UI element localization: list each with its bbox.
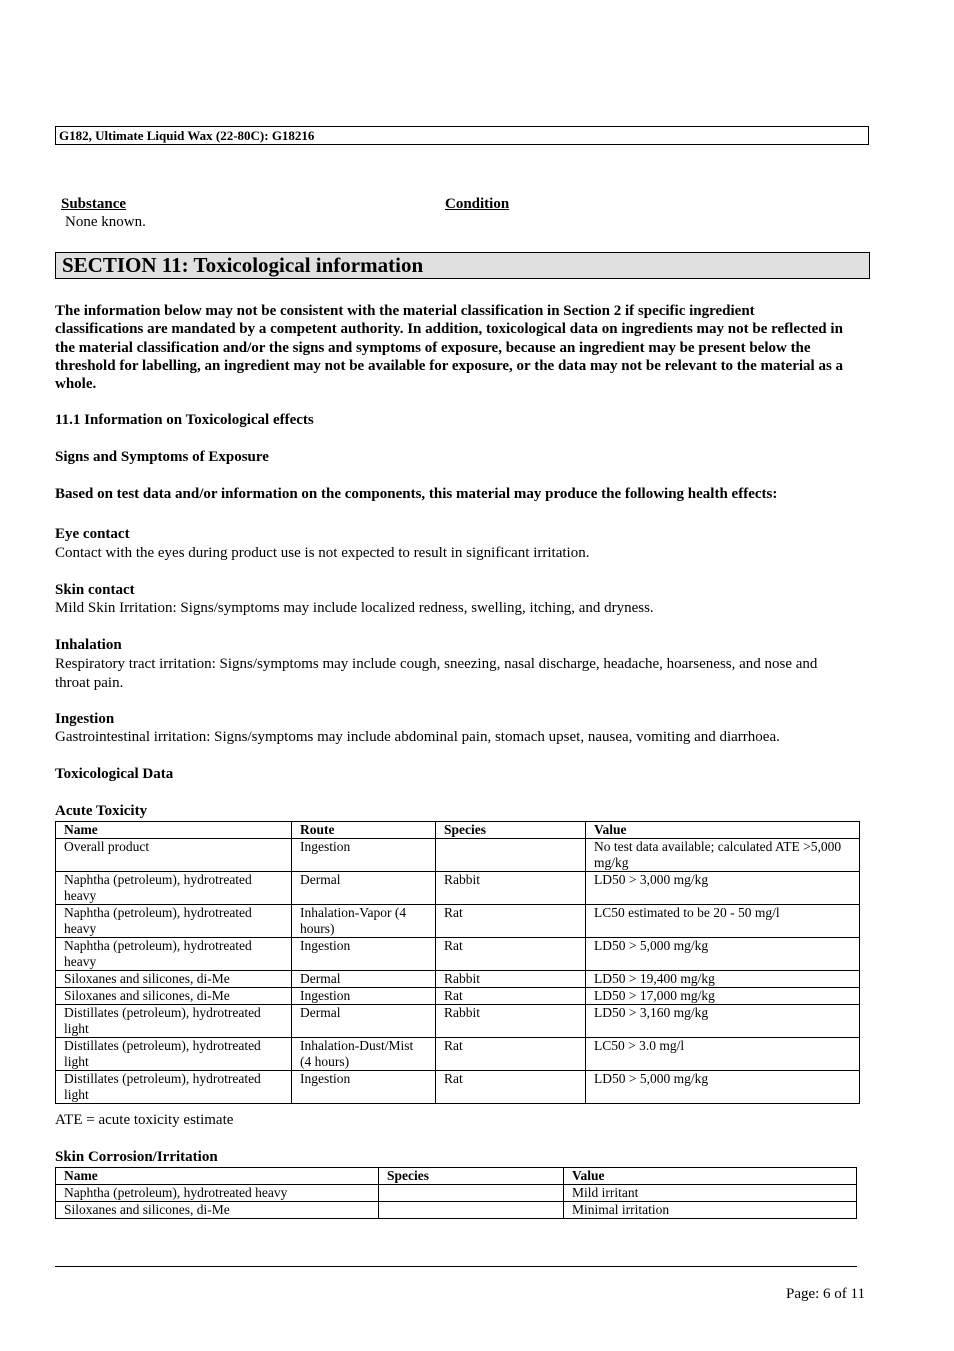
table-row: [56, 988, 860, 1005]
table-cell: [379, 1202, 564, 1219]
table-row: [56, 1071, 860, 1104]
section-title-text: SECTION 11: Toxicological information: [62, 253, 424, 277]
table-cell: LD50 > 3,160 mg/kg: [586, 1005, 860, 1038]
column-header: Name: [56, 822, 292, 839]
page-number: Page: 6 of 11: [785, 1286, 865, 1302]
tox-data-heading: Toxicological Data: [55, 766, 174, 782]
inhalation-heading: Inhalation: [55, 637, 122, 653]
skin-contact-heading: Skin contact: [55, 582, 135, 598]
column-header: Name: [56, 1168, 379, 1185]
table-cell: Naphtha (petroleum), hydrotreated heavy: [56, 872, 292, 905]
table-cell: Rat: [436, 905, 586, 938]
signs-heading: Signs and Symptoms of Exposure: [55, 449, 269, 465]
table-cell: Dermal: [292, 971, 436, 988]
table-cell: LD50 > 5,000 mg/kg: [586, 938, 860, 971]
table-cell: LD50 > 17,000 mg/kg: [586, 988, 860, 1005]
table-cell: Overall product: [56, 839, 292, 872]
table-cell: Siloxanes and silicones, di-Me: [56, 1202, 379, 1219]
acute-toxicity-heading: Acute Toxicity: [55, 803, 148, 819]
ate-footnote: ATE = acute toxicity estimate: [55, 1112, 234, 1128]
intro-paragraph: The information below may not be consistent with the material classification in Section 2 if specific ingredient classifications are mandated by a competent authority. In addition, toxicological data on ingredients may not be reflected in the material classification and/or the signs and symptoms of exposure, because an ingredient may be present below the threshold for labelling, an ingredient may not be available for exposure, or the data may not be relevant to the material as a whole.: [55, 303, 844, 393]
footer-divider: [55, 1266, 857, 1267]
table-cell: [379, 1185, 564, 1202]
table-cell: No test data available; calculated ATE >5,000 mg/kg: [586, 839, 860, 872]
table-row: [56, 905, 860, 938]
table-cell: Naphtha (petroleum), hydrotreated heavy: [56, 1185, 379, 1202]
table-cell: [436, 839, 586, 872]
ingestion-heading: Ingestion: [55, 711, 115, 727]
subsection-heading: 11.1 Information on Toxicological effects: [55, 412, 314, 428]
product-title: G182, Ultimate Liquid Wax (22-80C): G18216: [59, 128, 315, 143]
table-row: [56, 1038, 860, 1071]
acute-toxicity-table: [55, 821, 860, 1104]
table-cell: Inhalation-Dust/Mist (4 hours): [292, 1038, 436, 1071]
table-row: [56, 1202, 857, 1219]
section-title: [55, 252, 870, 279]
table-cell: Minimal irritation: [564, 1202, 857, 1219]
table-row: [56, 1185, 857, 1202]
table-cell: Rat: [436, 938, 586, 971]
table-cell: Rat: [436, 988, 586, 1005]
table-cell: Siloxanes and silicones, di-Me: [56, 971, 292, 988]
table-cell: Rabbit: [436, 971, 586, 988]
inhalation-text: Respiratory tract irritation: Signs/symptoms may include cough, sneezing, nasal discharge, headache, hoarseness, and nose and throat pain.: [55, 656, 818, 691]
table-cell: Rabbit: [436, 1005, 586, 1038]
skin-corrosion-heading: Skin Corrosion/Irritation: [55, 1149, 218, 1165]
table-cell: Dermal: [292, 872, 436, 905]
table-header-row: [56, 822, 860, 839]
table-cell: Ingestion: [292, 839, 436, 872]
table-row: [56, 1005, 860, 1038]
table-cell: Dermal: [292, 1005, 436, 1038]
table-cell: Siloxanes and silicones, di-Me: [56, 988, 292, 1005]
table-cell: LC50 > 3.0 mg/l: [586, 1038, 860, 1071]
table-cell: Rat: [436, 1038, 586, 1071]
based-on-text: Based on test data and/or information on the components, this material may produce the following health effects:: [55, 486, 778, 502]
table-row: [56, 971, 860, 988]
table-cell: LD50 > 5,000 mg/kg: [586, 1071, 860, 1104]
table-cell: Distillates (petroleum), hydrotreated light: [56, 1005, 292, 1038]
table-header-row: [56, 1168, 857, 1185]
table-cell: Inhalation-Vapor (4 hours): [292, 905, 436, 938]
table-cell: LD50 > 19,400 mg/kg: [586, 971, 860, 988]
table-cell: Ingestion: [292, 938, 436, 971]
eye-contact-heading: Eye contact: [55, 526, 130, 542]
substance-value: None known.: [65, 214, 146, 230]
ingestion-text: Gastrointestinal irritation: Signs/symptoms may include abdominal pain, stomach upset, nausea, vomiting and diarrhoea.: [55, 729, 780, 745]
product-title-box: [55, 126, 869, 145]
column-header: Species: [436, 822, 586, 839]
table-cell: Mild irritant: [564, 1185, 857, 1202]
skin-corrosion-table: [55, 1167, 857, 1219]
table-cell: Rat: [436, 1071, 586, 1104]
column-header: Species: [379, 1168, 564, 1185]
condition-header: Condition: [445, 196, 510, 212]
table-cell: Distillates (petroleum), hydrotreated light: [56, 1071, 292, 1104]
column-header: Value: [586, 822, 860, 839]
table-cell: Distillates (petroleum), hydrotreated light: [56, 1038, 292, 1071]
table-row: [56, 938, 860, 971]
column-header: Route: [292, 822, 436, 839]
eye-contact-text: Contact with the eyes during product use is not expected to result in significant irritation.: [55, 545, 590, 561]
table-cell: Naphtha (petroleum), hydrotreated heavy: [56, 938, 292, 971]
table-cell: Rabbit: [436, 872, 586, 905]
table-row: [56, 839, 860, 872]
substance-header: Substance: [61, 196, 127, 212]
table-cell: LC50 estimated to be 20 - 50 mg/l: [586, 905, 860, 938]
column-header: Value: [564, 1168, 857, 1185]
table-row: [56, 872, 860, 905]
table-cell: Naphtha (petroleum), hydrotreated heavy: [56, 905, 292, 938]
table-cell: LD50 > 3,000 mg/kg: [586, 872, 860, 905]
skin-contact-text: Mild Skin Irritation: Signs/symptoms may include localized redness, swelling, itching, and dryness.: [55, 600, 654, 616]
table-cell: Ingestion: [292, 1071, 436, 1104]
table-cell: Ingestion: [292, 988, 436, 1005]
